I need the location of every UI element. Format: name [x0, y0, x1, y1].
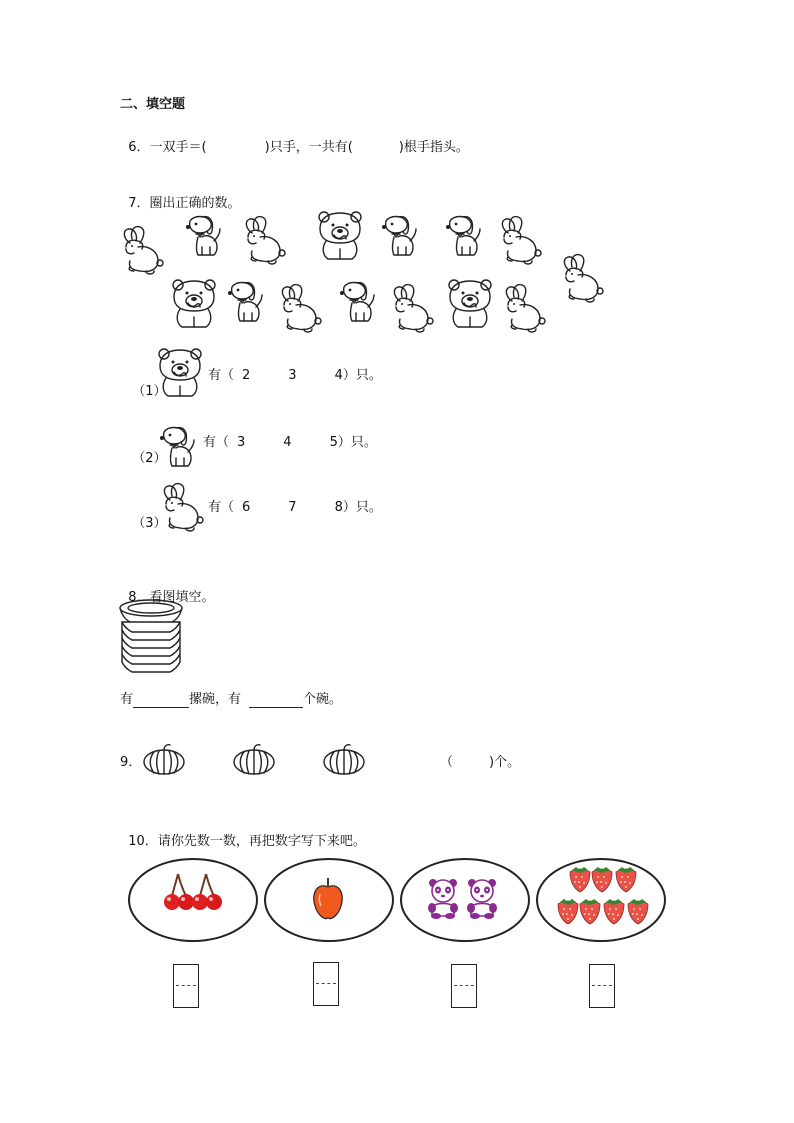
question-number: 6． — [128, 140, 150, 155]
dog-icon — [340, 283, 374, 322]
animal-picture — [118, 205, 618, 340]
text: 个碗。 — [303, 692, 343, 707]
option[interactable]: 4 — [334, 368, 343, 383]
prompt-text: 请你先数一数，再把数字写下来吧。 — [157, 834, 366, 849]
answer-box[interactable] — [173, 964, 199, 1008]
question-number: 10． — [128, 834, 158, 849]
prefix: 有（ — [208, 368, 235, 383]
q6-text-c: )根手指头。 — [398, 140, 469, 155]
rabbit-icon — [502, 217, 541, 264]
pumpkin-icon — [323, 744, 367, 776]
option[interactable]: 7 — [288, 500, 297, 515]
pumpkin-icon — [143, 744, 187, 776]
answer-box[interactable] — [313, 962, 339, 1006]
text: 有 — [120, 692, 134, 707]
bear-icon — [156, 346, 206, 402]
suffix: ）只。 — [342, 500, 382, 515]
suffix: ）只。 — [337, 435, 377, 450]
q9-answer — [440, 755, 520, 771]
bear-icon — [173, 280, 215, 327]
prefix: 有（ — [203, 435, 230, 450]
option[interactable]: 5 — [329, 435, 338, 450]
prompt-text: 圈出正确的数。 — [149, 196, 241, 211]
answer-blank[interactable] — [249, 693, 303, 708]
answer-blank[interactable] — [133, 693, 189, 708]
dog-icon — [186, 217, 220, 256]
item-label: （3） — [132, 516, 167, 531]
rabbit-icon — [394, 285, 433, 332]
dog-icon — [228, 283, 262, 322]
question-9-number: 9． — [120, 755, 142, 770]
prefix: 有（ — [208, 500, 235, 515]
rabbit-icon — [564, 255, 603, 302]
rabbit-icon — [282, 285, 321, 332]
stacked-bowls-image — [118, 598, 186, 674]
q6-text-b: )只手，一共有( — [264, 140, 353, 155]
option[interactable]: 2 — [242, 368, 251, 383]
question-10-prompt — [120, 818, 366, 850]
option[interactable]: 3 — [237, 435, 246, 450]
answer-box[interactable] — [451, 964, 477, 1008]
bear-icon — [319, 212, 361, 259]
suffix: ）只。 — [342, 368, 382, 383]
question-6 — [120, 124, 469, 156]
q7-item-3-choices — [208, 500, 382, 516]
section-title: 二、填空题 — [120, 97, 186, 112]
item-label: （2） — [132, 451, 167, 466]
pumpkin-icon — [233, 744, 277, 776]
q7-item-2-choices — [203, 435, 377, 451]
dog-icon — [158, 424, 202, 470]
q7-item-1-choices — [208, 368, 382, 384]
panda-icon — [425, 876, 505, 922]
q8-answer-line — [120, 692, 342, 708]
rabbit-icon — [506, 285, 545, 332]
option[interactable]: 3 — [288, 368, 297, 383]
text: )个。 — [489, 755, 521, 770]
option[interactable]: 8 — [334, 500, 343, 515]
cherry-icon — [163, 870, 233, 925]
prompt-text: 看图填空。 — [149, 590, 215, 605]
question-number: 8． — [128, 590, 150, 605]
text: （ — [440, 755, 454, 770]
dog-icon — [382, 217, 416, 256]
text: 摞碗，有 — [189, 692, 242, 707]
dog-icon — [446, 217, 480, 256]
option[interactable]: 6 — [242, 500, 251, 515]
answer-box[interactable] — [589, 964, 615, 1008]
item-label: （1） — [132, 384, 167, 399]
bear-icon — [449, 280, 491, 327]
strawberry-icon — [560, 866, 660, 930]
rabbit-icon — [160, 480, 206, 534]
question-number: 7． — [128, 196, 150, 211]
apple-icon — [313, 878, 343, 928]
q6-text-a: 一双手＝( — [149, 140, 207, 155]
rabbit-icon — [246, 217, 285, 264]
option[interactable]: 4 — [283, 435, 292, 450]
rabbit-icon — [124, 227, 163, 274]
